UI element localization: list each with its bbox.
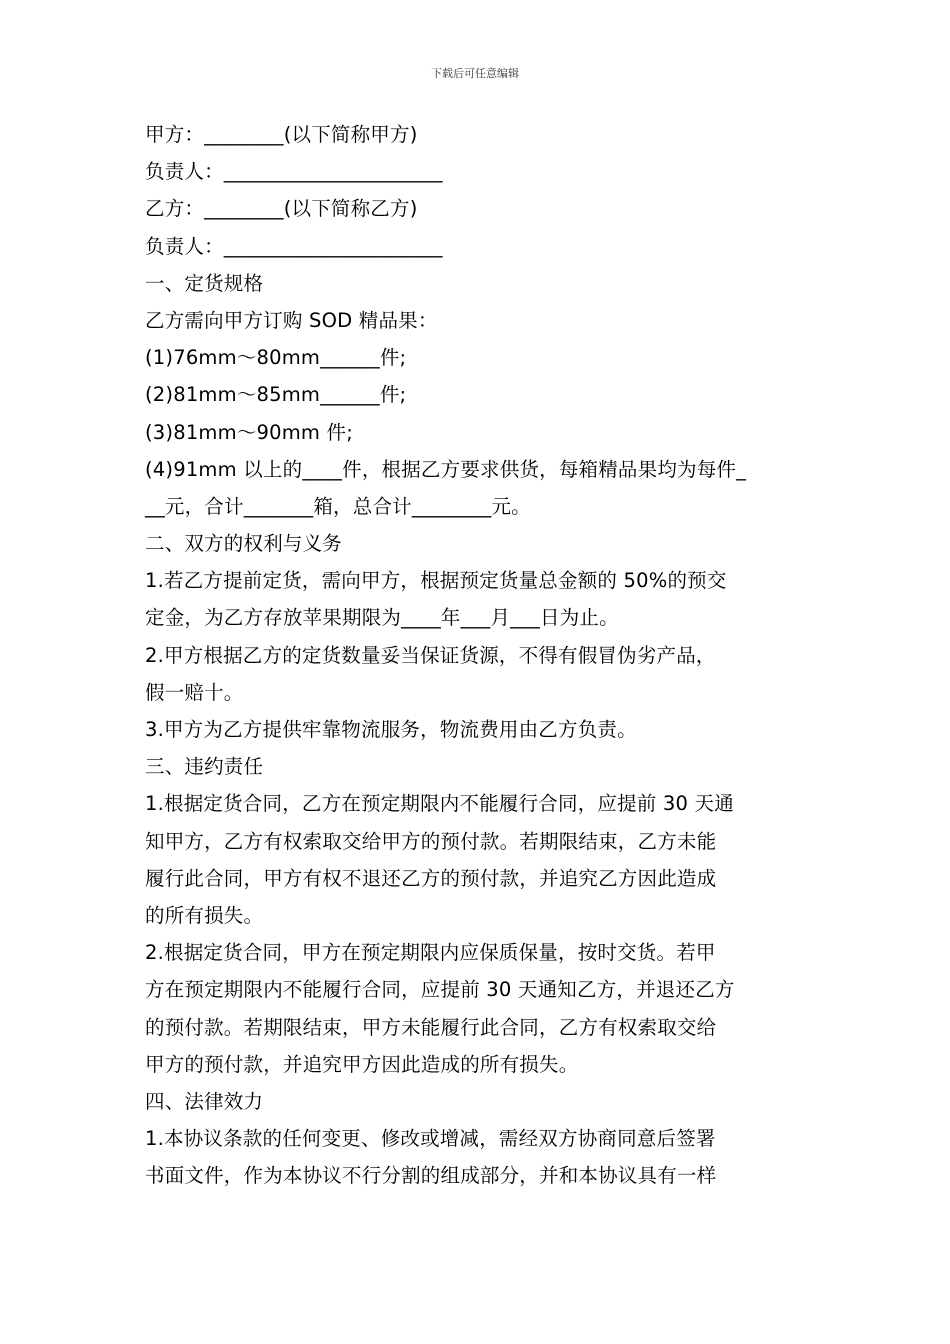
paragraph-line: 1.若乙方提前定货，需向甲方，根据预定货量总金额的 50%的预交: [145, 569, 727, 593]
paragraph-line: __元，合计_______箱，总合计________元。: [145, 494, 531, 518]
section-heading-rights-obligations: 二、双方的权利与义务: [145, 532, 343, 556]
section-heading-breach-liability: 三、违约责任: [145, 755, 264, 779]
paragraph-line: 甲方的预付款，并追究甲方因此造成的所有损失。: [145, 1052, 579, 1076]
spec-item-2: (2)81mm～85mm______件;: [145, 383, 407, 407]
paragraph-line: 2.根据定货合同，甲方在预定期限内应保质保量，按时交货。若甲: [145, 941, 716, 965]
paragraph-line: 乙方需向甲方订购 SOD 精品果：: [145, 308, 438, 332]
paragraph-line: 履行此合同，甲方有权不退还乙方的预付款，并追究乙方因此造成: [145, 866, 717, 890]
paragraph-line: 3.甲方为乙方提供牢靠物流服务，物流费用由乙方负责。: [145, 718, 637, 741]
spec-item-3: (3)81mm～90mm 件;: [145, 420, 353, 444]
paragraph-line: 书面文件，作为本协议不行分割的组成部分，并和本协议具有一样: [145, 1164, 717, 1188]
section-heading-legal-effect: 四、法律效力: [145, 1089, 264, 1113]
party-a-line: 甲方：________(以下简称甲方): [145, 123, 418, 146]
party-b-representative-line: 负责人：______________________: [145, 234, 443, 258]
paragraph-line: 1.根据定货合同，乙方在预定期限内不能履行合同，应提前 30 天通: [145, 792, 734, 816]
paragraph-line: 假一赔十。: [145, 680, 244, 704]
paragraph-line: 的预付款。若期限结束，甲方未能履行此合同，乙方有权索取交给: [145, 1015, 717, 1039]
party-b-line: 乙方：________(以下简称乙方): [145, 197, 418, 221]
paragraph-line: 1.本协议条款的任何变更、修改或增减，需经双方协商同意后签署: [145, 1127, 716, 1151]
spec-item-1: (1)76mm～80mm______件;: [145, 346, 407, 370]
paragraph-line: 的所有损失。: [145, 903, 264, 927]
paragraph-line: 2.甲方根据乙方的定货数量妥当保证货源，不得有假冒伪劣产品，: [145, 643, 716, 667]
paragraph-line: 知甲方，乙方有权索取交给甲方的预付款。若期限结束，乙方未能: [145, 829, 717, 853]
page-header-note: 下载后可任意编辑: [431, 67, 519, 80]
party-a-representative-line: 负责人：______________________: [145, 160, 443, 184]
contract-body: [145, 116, 810, 1194]
paragraph-line: 方在预定期限内不能履行合同，应提前 30 天通知乙方，并退还乙方: [145, 978, 735, 1002]
section-heading-order-spec: 一、定货规格: [145, 271, 264, 295]
spec-item-4: (4)91mm 以上的____件，根据乙方要求供货，每箱精品果均为每件_: [145, 457, 747, 481]
paragraph-line: 定金，为乙方存放苹果期限为____年___月___日为止。: [145, 606, 619, 630]
